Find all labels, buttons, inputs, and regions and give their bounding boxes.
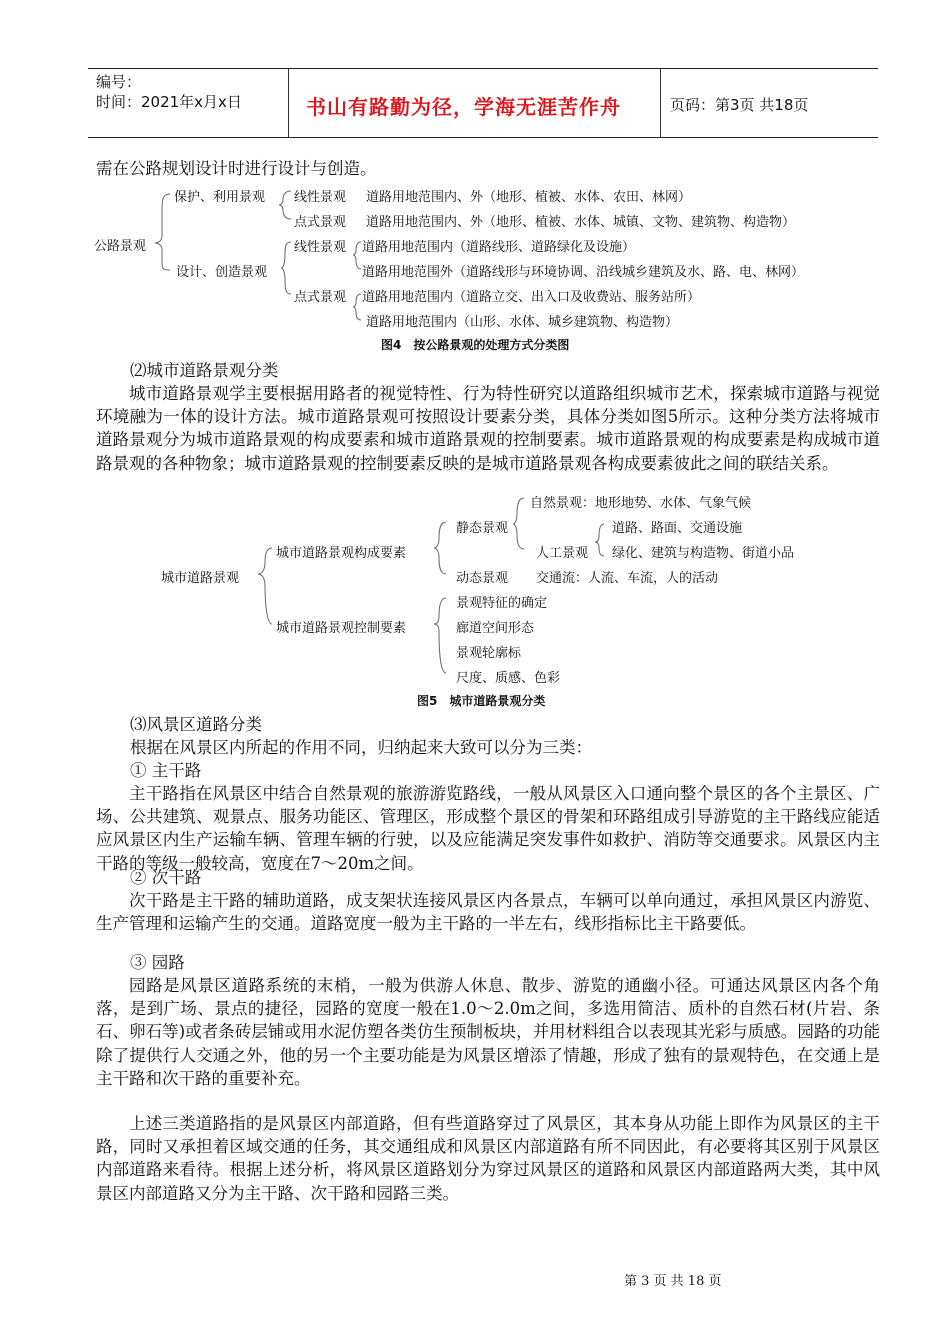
fig5-control-2: 廊道空间形态 — [456, 621, 535, 636]
fig4-branch2: 设计、创造景观 — [176, 265, 268, 280]
fig5-control-4: 尺度、质感、色彩 — [456, 671, 561, 686]
fig4-b2-point-text1: 道路用地范围内（道路立交、出入口及收费站、服务站所） — [362, 290, 701, 305]
section2-paragraph: 城市道路景观学主要根据用路者的视觉特性、行为特性研究以道路组织城市艺术，探索城市道路与视觉环境融为一体的设计方法。城市道路景观可按照设计要素分类，具体分类如图5所示。这种分类方法将城市道路景观分为城市道路景观的构成要素和城市道路景观的控制要素。城市道路景观的构成要素是构成城市道路景观的各种物象；城市道路景观的控制要素反映的是城市道路景观各构成要素彼此之间的联结关系。 — [96, 384, 880, 473]
fig5-ctrl-brace — [434, 598, 446, 673]
fig5-control: 城市道路景观控制要素 — [276, 621, 407, 636]
fig4-caption: 图4 按公路景观的处理方式分类图 — [381, 338, 570, 352]
fig4-b1-line-text: 道路用地范围内、外（地形、植被、水体、农田、林网） — [366, 190, 692, 205]
fig5-root: 城市道路景观 — [161, 571, 240, 586]
item2-paragraph: 次干路是主干路的辅助道路，成支架状连接风景区内各景点，车辆可以单向通过，承担风景区内游览、生产管理和运输产生的交通。道路宽度一般为主干路的一半左右，线形指标比主干路要低。 — [96, 891, 880, 934]
fig5-dynamic: 动态景观 — [456, 571, 509, 586]
fig5-static-brace — [513, 498, 524, 549]
fig4-b1-point-label: 点式景观 — [294, 215, 347, 230]
item3-title: ③ 园路 — [130, 953, 185, 972]
fig5-natural: 自然景观：地形地势、水体、气象气候 — [530, 496, 752, 511]
fig5-artificial-1: 道路、路面、交通设施 — [612, 521, 743, 536]
summary-paragraph: 上述三类道路指的是风景区内部道路，但有些道路穿过了风景区，其本身从功能上即作为风景区的主干路，同时又承担着区域交通的任务，其交通组成和风景区内部道路有所不同因此，有必要将其区别于风景区内部道路来看待。根据上述分析，将风景区道路划分为穿过风景区的道路和风景区内部道路两大类，其中风景区内部道路又分为主干路、次干路和园路三类。 — [96, 1114, 880, 1203]
fig5-artificial-2: 绿化、建筑与构造物、街道小品 — [612, 546, 795, 561]
section2-title: ⑵城市道路景观分类 — [130, 361, 279, 380]
fig4-b1-point-text: 道路用地范围内、外（地形、植被、水体、城镇、文物、建筑物、构造物） — [366, 215, 796, 230]
fig5-control-1: 景观特征的确定 — [456, 596, 548, 611]
fig5-artificial-brace — [595, 524, 604, 556]
fig5-comp-brace — [434, 522, 446, 574]
fig4-b1-line-label: 线性景观 — [294, 190, 347, 205]
page-label: 页码：第3页 共18页 — [670, 96, 809, 114]
item2-title: ② 次干路 — [130, 868, 202, 887]
fig5-composition: 城市道路景观构成要素 — [276, 546, 407, 561]
page-footer: 第 3 页 共 18 页 — [624, 1274, 722, 1289]
fig5-control-3: 景观轮廓标 — [456, 646, 522, 661]
fig5-artificial: 人工景观 — [536, 546, 589, 561]
fig4-b2-line-label: 线性景观 — [294, 240, 347, 255]
fig4-root: 公路景观 — [94, 239, 147, 254]
fig4-b2-line-text1: 道路用地范围内（道路线形、道路绿化及设施） — [362, 240, 636, 255]
intro-line: 需在公路规划设计时进行设计与创造。 — [96, 159, 377, 178]
item1-title: ① 主干路 — [130, 761, 202, 780]
serial-label: 编号： — [96, 73, 142, 91]
fig5-static: 静态景观 — [456, 521, 509, 536]
item1-paragraph: 主干路指在风景区中结合自然景观的旅游游览路线，一般从风景区入口通向整个景区的各个主景区、广场、公共建筑、观景点、服务功能区、管理区，形成整个景区的骨架和环路组成引导游览的主干路线应能适应风景区内生产运输车辆、管理车辆的行驶，以及应能满足突发事件如救护、消防等交通要求。风景区内主干路的等级一般较高，宽度在7～20m之间。 — [96, 784, 880, 873]
fig4-b2-line-text2: 道路用地范围外（道路线形与环境协调、沿线城乡建筑及水、路、电、林网） — [362, 265, 805, 280]
section3-title: ⑶风景区道路分类 — [130, 715, 262, 734]
fig4-b2-point-label: 点式景观 — [294, 290, 347, 305]
section3-intro: 根据在风景区内所起的作用不同，归纳起来大致可以分为三类： — [130, 738, 592, 757]
time-label: 时间：2021年x月x日 — [96, 93, 242, 111]
motto: 书山有路勤为径，学海无涯苦作舟 — [306, 95, 621, 119]
fig5-root-brace — [258, 548, 272, 624]
fig4-branch1: 保护、利用景观 — [174, 190, 266, 205]
fig5-traffic: 交通流：人流、车流，人的活动 — [536, 571, 719, 586]
fig4-b2-point-text2: 道路用地范围内（山形、水体、城乡建筑物、构造物） — [366, 315, 679, 330]
fig5-caption: 图5 城市道路景观分类 — [417, 694, 546, 708]
item3-paragraph: 园路是风景区道路系统的末梢，一般为供游人休息、散步、游览的通幽小径。可通达风景区内各个角落，是到广场、景点的捷径，园路的宽度一般在1.0～2.0m之间，多选用简洁、质朴的自然石材(片岩、条石、卵石等)或者条砖层铺或用水泥仿塑各类仿生预制板块，并用材料组合以表现其光彩与质感。园路的功能除了提供行人交通之外，他的另一个主要功能是为风景区增添了情趣，形成了独有的景观特色，在交通上是主干路和次干路的重要补充。 — [96, 976, 880, 1088]
